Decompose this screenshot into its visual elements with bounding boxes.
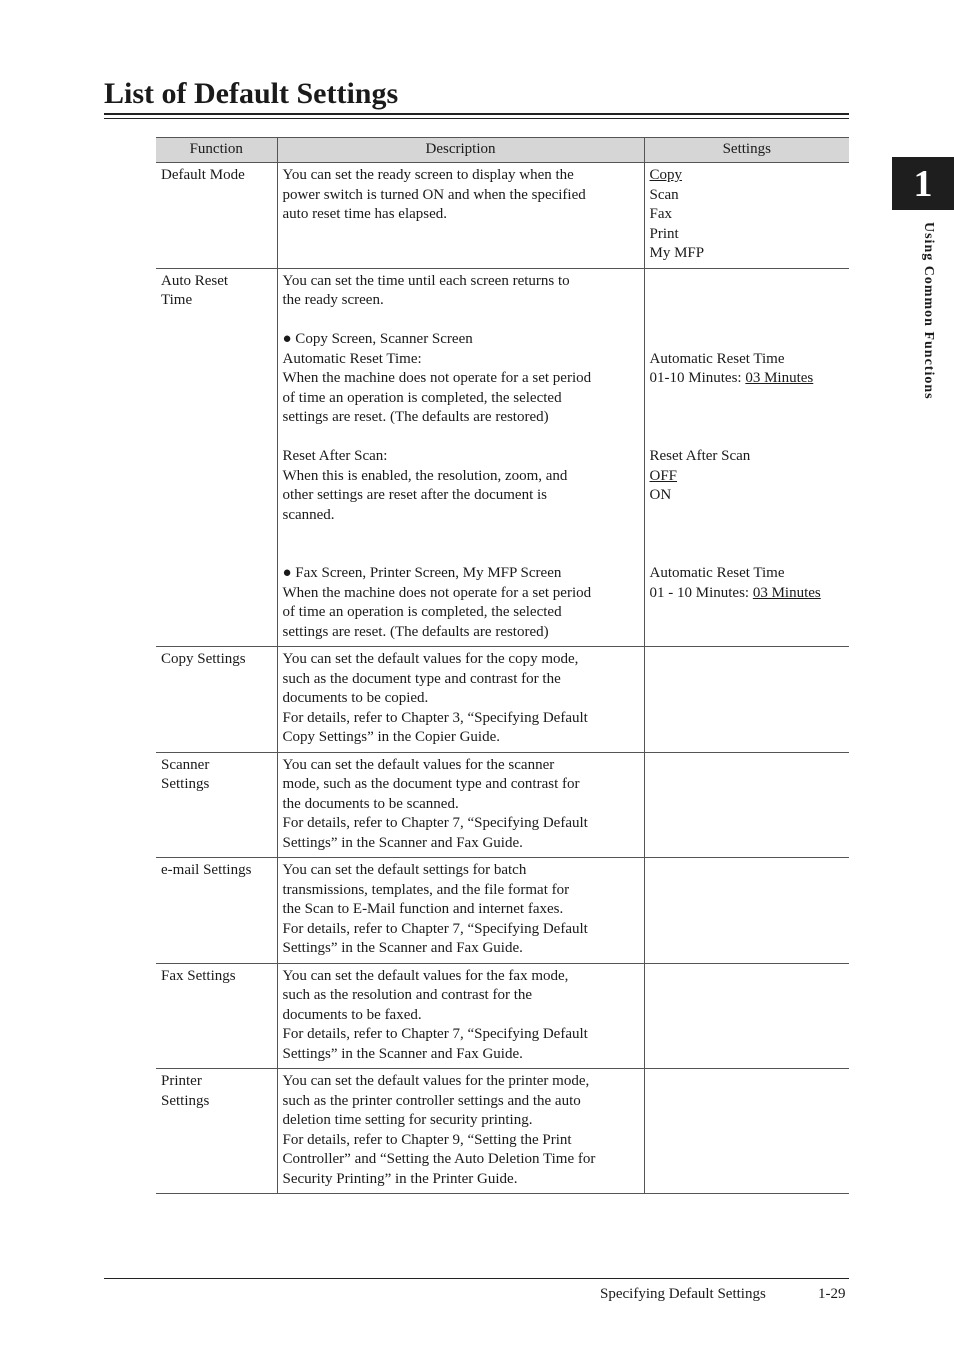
settings-cell <box>644 268 849 647</box>
description-cell <box>277 858 644 964</box>
settings-label: Reset After Scan <box>649 448 751 464</box>
description-line: Security Printing” in the Printer Guide. <box>282 1170 518 1187</box>
side-chapter-label: Using Common Functions <box>921 222 936 400</box>
settings-option-default: OFF <box>649 467 678 484</box>
header-function: Function <box>156 138 277 163</box>
title-rule <box>104 113 849 115</box>
table-row-auto-reset-time <box>156 268 849 647</box>
description-cell <box>277 1069 644 1194</box>
table-header-row <box>156 138 849 163</box>
description-line: You can set the time until each screen returns to <box>282 272 570 289</box>
description-line: of time an operation is completed, the selected <box>282 389 562 406</box>
description-line: of time an operation is completed, the selected <box>282 604 562 620</box>
description-cell <box>277 268 644 647</box>
description-line: Settings” in the Scanner and Fax Guide. <box>282 940 523 956</box>
description-line: mode, such as the document type and contrast for <box>282 776 580 792</box>
description-line: settings are reset. (The defaults are restored) <box>282 623 549 640</box>
description-line: For details, refer to Chapter 7, “Specifying Default <box>282 1026 588 1042</box>
function-cell <box>156 1069 277 1194</box>
settings-option: Fax <box>649 206 672 222</box>
description-line: You can set the ready screen to display when the <box>282 167 574 183</box>
function-line: Settings <box>161 776 210 792</box>
settings-label: Automatic Reset Time <box>649 565 785 581</box>
settings-cell <box>644 647 849 753</box>
settings-option: ON <box>649 487 672 503</box>
description-line: power switch is turned ON and when the specified <box>282 186 586 203</box>
description-line: such as the document type and contrast for the <box>282 670 561 687</box>
description-line: Settings” in the Scanner and Fax Guide. <box>282 834 523 851</box>
table-row-copy-settings <box>156 647 849 753</box>
chapter-number: 1 <box>913 162 933 205</box>
description-line: auto reset time has elapsed. <box>282 206 448 222</box>
settings-option-default: 03 Minutes <box>745 370 814 386</box>
chapter-tab <box>892 157 954 210</box>
function-cell: Fax Settings <box>156 963 277 1069</box>
function-cell <box>156 268 277 647</box>
settings-range-prefix: 01 - 10 Minutes: <box>649 584 753 601</box>
bullet-heading: ● Fax Screen, Printer Screen, My MFP Screen <box>282 565 562 581</box>
description-line: You can set the default values for the fax mode, <box>282 967 569 984</box>
settings-range <box>650 584 845 604</box>
settings-range <box>650 369 845 389</box>
function-line: Time <box>161 292 193 308</box>
page-title: List of Default Settings <box>104 77 399 110</box>
settings-cell <box>644 1069 849 1194</box>
function-cell: Copy Settings <box>156 647 277 753</box>
settings-option: Print <box>649 225 679 242</box>
page-number: 1-29 <box>818 1286 846 1302</box>
function-line: Printer <box>161 1073 202 1089</box>
table-row-scanner-settings <box>156 752 849 858</box>
description-line: scanned. <box>282 506 335 523</box>
description-line: other settings are reset after the document is <box>282 487 547 503</box>
description-line: For details, refer to Chapter 3, “Specifying Default <box>282 709 588 726</box>
header-description: Description <box>277 138 644 163</box>
table-row-default-mode <box>156 163 849 269</box>
description-line: Copy Settings” in the Copier Guide. <box>282 729 500 745</box>
bullet-heading: ● Copy Screen, Scanner Screen <box>282 331 473 347</box>
function-cell <box>156 752 277 858</box>
description-line: When the machine does not operate for a set period <box>282 584 592 601</box>
settings-cell <box>644 163 849 269</box>
header-settings: Settings <box>644 138 849 163</box>
footer-rule <box>104 1278 849 1279</box>
function-line: Scanner <box>161 756 210 773</box>
settings-option: Scan <box>649 186 679 203</box>
function-line: Auto Reset <box>161 272 229 289</box>
description-line: the documents to be scanned. <box>282 795 459 812</box>
description-line: Controller” and “Setting the Auto Deletion Time for <box>282 1151 596 1167</box>
settings-option: My MFP <box>649 245 705 261</box>
settings-label: Automatic Reset Time <box>649 350 785 367</box>
description-line: documents to be copied. <box>282 690 429 706</box>
default-settings-table <box>156 137 849 1194</box>
description-line: Settings” in the Scanner and Fax Guide. <box>282 1045 523 1062</box>
description-cell <box>277 163 644 269</box>
function-cell: e-mail Settings <box>156 858 277 964</box>
description-line: deletion time setting for security printing. <box>282 1112 533 1128</box>
description-line: the ready screen. <box>282 292 384 308</box>
settings-range-prefix: 01-10 Minutes: <box>649 370 746 386</box>
description-line: such as the resolution and contrast for the <box>282 987 533 1003</box>
function-line: Settings <box>161 1092 210 1109</box>
description-line: Automatic Reset Time: <box>282 350 422 367</box>
table-row-printer-settings <box>156 1069 849 1194</box>
settings-option-default: Copy <box>649 167 683 183</box>
settings-option-default: 03 Minutes <box>752 584 821 601</box>
description-line: For details, refer to Chapter 9, “Setting the Print <box>282 1131 572 1148</box>
description-line: You can set the default values for the scanner <box>282 756 555 773</box>
description-line: When the machine does not operate for a set period <box>282 370 592 386</box>
description-line: transmissions, templates, and the file format for <box>282 881 570 898</box>
table-row-email-settings <box>156 858 849 964</box>
settings-cell <box>644 963 849 1069</box>
description-line: the Scan to E-Mail function and internet faxes. <box>282 901 564 917</box>
description-line: You can set the default settings for batch <box>282 862 527 878</box>
table-row-fax-settings <box>156 963 849 1069</box>
description-line: You can set the default values for the printer mode, <box>282 1073 590 1089</box>
description-line: For details, refer to Chapter 7, “Specifying Default <box>282 815 588 831</box>
footer-section-title: Specifying Default Settings <box>600 1286 766 1302</box>
description-cell <box>277 752 644 858</box>
description-line: You can set the default values for the copy mode, <box>282 651 579 667</box>
title-rule-thin <box>104 118 849 119</box>
description-line: For details, refer to Chapter 7, “Specifying Default <box>282 920 588 937</box>
settings-cell <box>644 752 849 858</box>
description-line: Reset After Scan: <box>282 448 388 464</box>
description-line: documents to be faxed. <box>282 1006 422 1023</box>
description-cell <box>277 963 644 1069</box>
description-line: settings are reset. (The defaults are restored) <box>282 409 549 425</box>
description-line: such as the printer controller settings and the auto <box>282 1092 581 1109</box>
description-cell <box>277 647 644 753</box>
settings-cell <box>644 858 849 964</box>
function-cell: Default Mode <box>156 163 277 269</box>
description-line: When this is enabled, the resolution, zoom, and <box>282 467 568 484</box>
